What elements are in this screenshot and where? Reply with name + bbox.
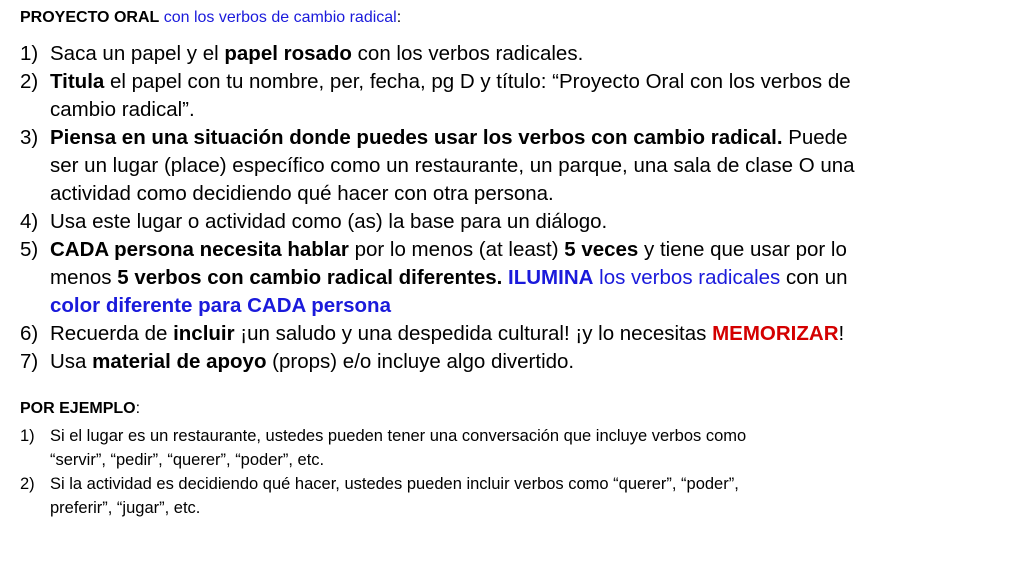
instruction-item-5: [20, 236, 1020, 320]
instruction-item-4: [20, 208, 1020, 236]
item-bold: 5 verbos con cambio radical diferentes.: [117, 266, 503, 289]
example-heading-bold: POR EJEMPLO: [20, 400, 136, 417]
item-text: actividad como decidiendo qué hacer con otra persona.: [50, 182, 554, 205]
examples-list: [20, 424, 1020, 520]
page-heading: [20, 8, 401, 28]
item-text-blue: los verbos radicales: [593, 266, 781, 289]
item-text: (props) e/o incluye algo divertido.: [266, 350, 575, 373]
heading-bold: PROYECTO ORAL: [20, 9, 160, 26]
item-text: con un: [780, 266, 848, 289]
item-number: 4): [20, 210, 39, 233]
example-number: 1): [20, 427, 35, 445]
item-text: !: [838, 322, 845, 345]
item-text: por lo menos (at least): [348, 238, 565, 261]
item-text: menos: [50, 266, 118, 289]
item-bold: CADA persona necesita hablar: [50, 238, 349, 261]
item-number: 2): [20, 70, 39, 93]
item-text: Recuerda de: [50, 322, 174, 345]
example-text: Si la actividad es decidiendo qué hacer, ustedes pueden incluir verbos como “querer”, “poder”,: [50, 475, 739, 493]
item-text: Usa este lugar o actividad como (as) la base para un diálogo.: [50, 210, 608, 233]
example-text: “servir”, “pedir”, “querer”, “poder”, etc.: [50, 451, 325, 469]
example-item-1: [20, 424, 1020, 472]
heading-colon: :: [396, 9, 402, 26]
item-text: cambio radical”.: [50, 98, 195, 121]
item-bold: Titula: [50, 70, 105, 93]
heading-rest: con los verbos de cambio radical: [159, 9, 397, 26]
item-text: Usa: [50, 350, 93, 373]
item-bold-blue: ILUMINA: [502, 266, 594, 289]
item-bold: papel rosado: [224, 42, 352, 65]
example-number: 2): [20, 475, 35, 493]
example-heading: [20, 399, 140, 419]
instruction-item-7: [20, 348, 1020, 376]
item-number: 6): [20, 322, 39, 345]
item-number: 1): [20, 42, 39, 65]
instruction-item-6: [20, 320, 1020, 348]
item-text: y tiene que usar por lo: [638, 238, 847, 261]
item-text: Puede: [782, 126, 848, 149]
example-text: Si el lugar es un restaurante, ustedes pueden tener una conversación que incluye verbos como: [50, 427, 747, 445]
item-bold: incluir: [173, 322, 235, 345]
instructions-list: [20, 40, 1020, 376]
example-item-2: [20, 472, 1020, 520]
item-text: el papel con tu nombre, per, fecha, pg D y título: “Proyecto Oral con los verbos de: [104, 70, 851, 93]
item-bold-blue: color diferente para CADA persona: [50, 294, 391, 317]
item-bold: material de apoyo: [92, 350, 267, 373]
item-bold: 5 veces: [564, 238, 639, 261]
item-number: 7): [20, 350, 39, 373]
example-text: preferir”, “jugar”, etc.: [50, 499, 201, 517]
item-text: ¡un saludo y una despedida cultural! ¡y lo necesitas: [234, 322, 713, 345]
item-bold-red: MEMORIZAR: [712, 322, 839, 345]
item-text: Saca un papel y el: [50, 42, 225, 65]
example-heading-colon: :: [135, 400, 141, 417]
instruction-item-2: [20, 68, 1020, 124]
instruction-item-3: [20, 124, 1020, 208]
item-number: 3): [20, 126, 39, 149]
item-text: con los verbos radicales.: [351, 42, 584, 65]
item-text: ser un lugar (place) específico como un restaurante, un parque, una sala de clase O una: [50, 154, 855, 177]
item-bold: Piensa en una situación donde puedes usar los verbos con cambio radical.: [50, 126, 783, 149]
instruction-item-1: [20, 40, 1020, 68]
item-number: 5): [20, 238, 39, 261]
